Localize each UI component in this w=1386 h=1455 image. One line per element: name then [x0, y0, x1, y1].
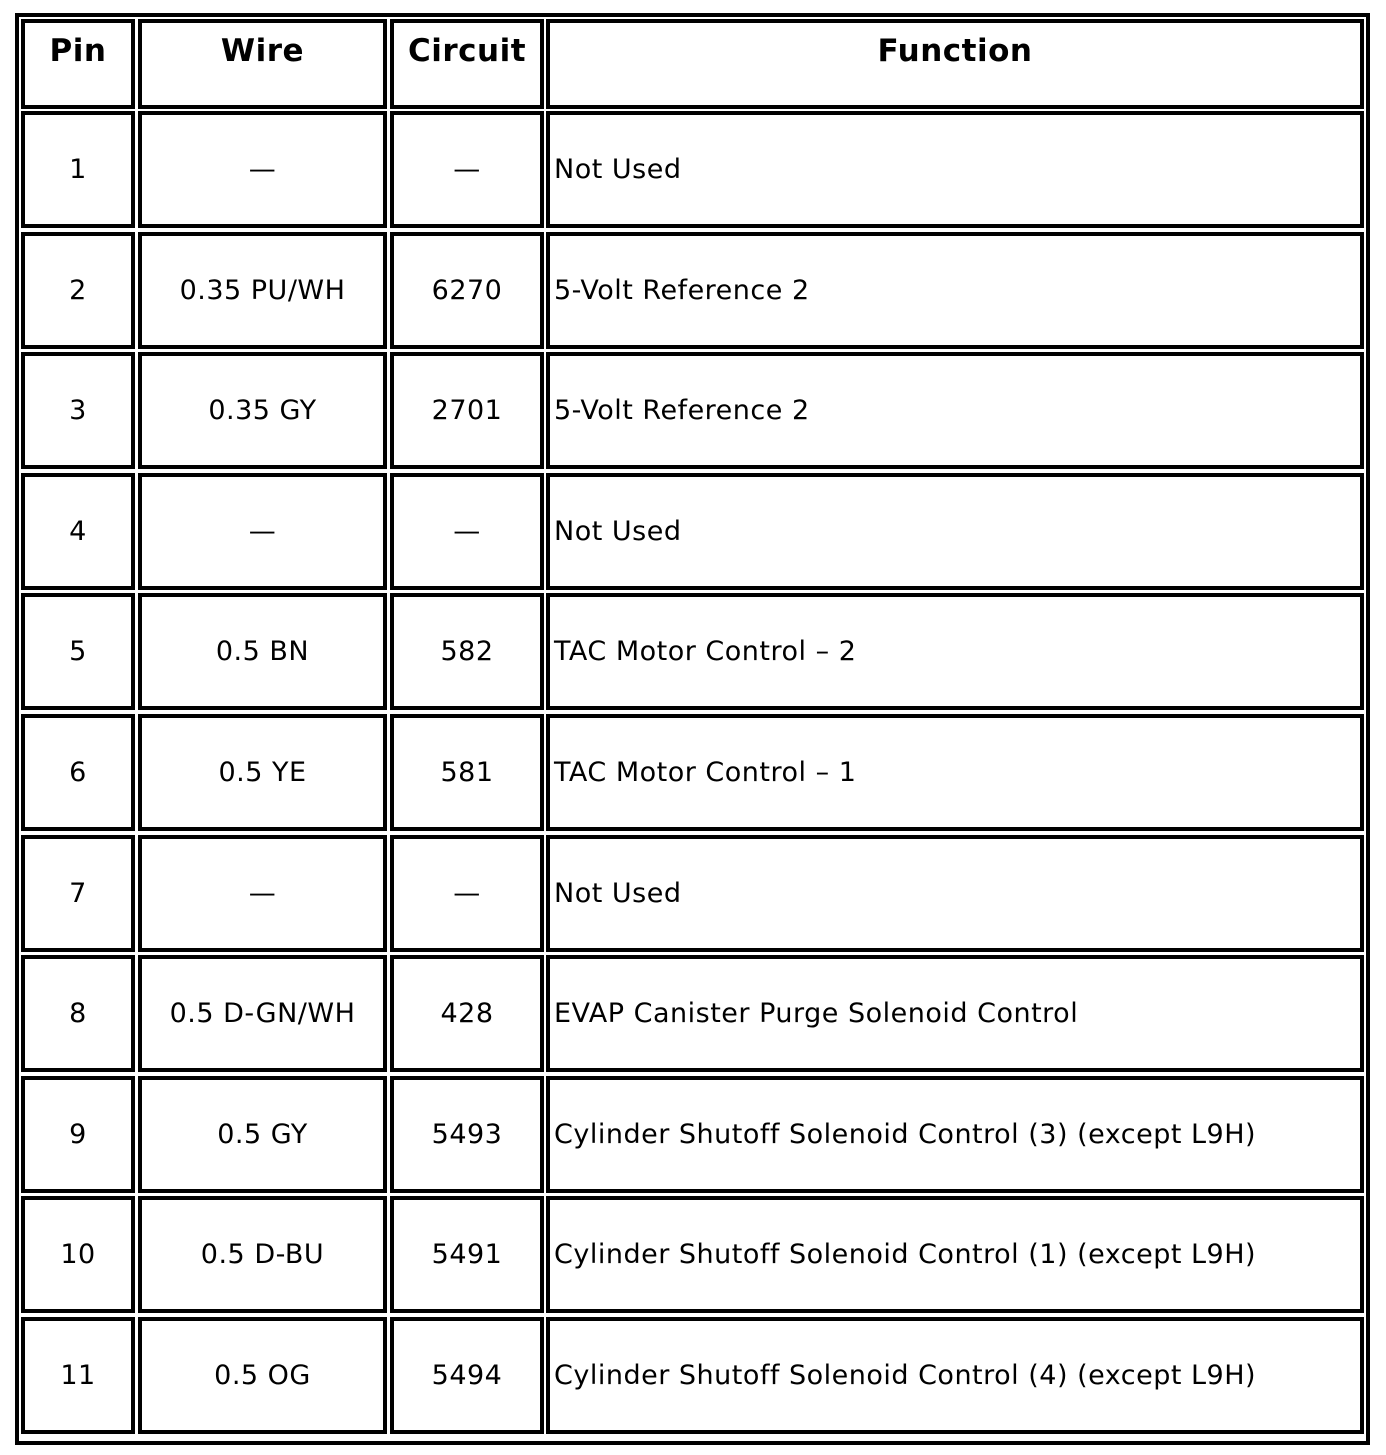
cell-wire: 0.5 D-GN/WH [138, 955, 387, 1072]
cell-wire: 0.5 D-BU [138, 1196, 387, 1313]
cell-wire: 0.5 BN [138, 593, 387, 710]
cell-function: Not Used [546, 111, 1364, 228]
cell-pin: 2 [21, 232, 135, 349]
cell-pin: 10 [21, 1196, 135, 1313]
cell-circuit: 5493 [390, 1076, 544, 1193]
cell-wire: — [138, 473, 387, 590]
cell-function: EVAP Canister Purge Solenoid Control [546, 955, 1364, 1072]
cell-circuit: 582 [390, 593, 544, 710]
cell-pin: 11 [21, 1317, 135, 1434]
cell-circuit: — [390, 473, 544, 590]
cell-circuit: 5491 [390, 1196, 544, 1313]
cell-pin: 7 [21, 835, 135, 952]
cell-circuit: 428 [390, 955, 544, 1072]
cell-pin: 4 [21, 473, 135, 590]
header-wire: Wire [138, 19, 387, 109]
cell-function: 5-Volt Reference 2 [546, 232, 1364, 349]
cell-function: Not Used [546, 835, 1364, 952]
cell-function: Cylinder Shutoff Solenoid Control (3) (except L9H) [546, 1076, 1364, 1193]
cell-pin: 3 [21, 352, 135, 469]
cell-pin: 8 [21, 955, 135, 1072]
cell-pin: 9 [21, 1076, 135, 1193]
cell-circuit: 5494 [390, 1317, 544, 1434]
cell-function: TAC Motor Control – 1 [546, 714, 1364, 831]
cell-wire: — [138, 111, 387, 228]
cell-circuit: 2701 [390, 352, 544, 469]
cell-wire: 0.35 PU/WH [138, 232, 387, 349]
cell-wire: 0.35 GY [138, 352, 387, 469]
cell-function: TAC Motor Control – 2 [546, 593, 1364, 710]
cell-circuit: — [390, 111, 544, 228]
cell-pin: 6 [21, 714, 135, 831]
cell-wire: — [138, 835, 387, 952]
cell-pin: 5 [21, 593, 135, 710]
cell-function: Cylinder Shutoff Solenoid Control (1) (except L9H) [546, 1196, 1364, 1313]
cell-wire: 0.5 OG [138, 1317, 387, 1434]
cell-circuit: 6270 [390, 232, 544, 349]
cell-function: Cylinder Shutoff Solenoid Control (4) (except L9H) [546, 1317, 1364, 1434]
header-function: Function [546, 19, 1364, 109]
cell-circuit: 581 [390, 714, 544, 831]
cell-pin: 1 [21, 111, 135, 228]
header-circuit: Circuit [390, 19, 544, 109]
cell-function: 5-Volt Reference 2 [546, 352, 1364, 469]
cell-wire: 0.5 YE [138, 714, 387, 831]
cell-wire: 0.5 GY [138, 1076, 387, 1193]
cell-function: Not Used [546, 473, 1364, 590]
header-pin: Pin [21, 19, 135, 109]
cell-circuit: — [390, 835, 544, 952]
